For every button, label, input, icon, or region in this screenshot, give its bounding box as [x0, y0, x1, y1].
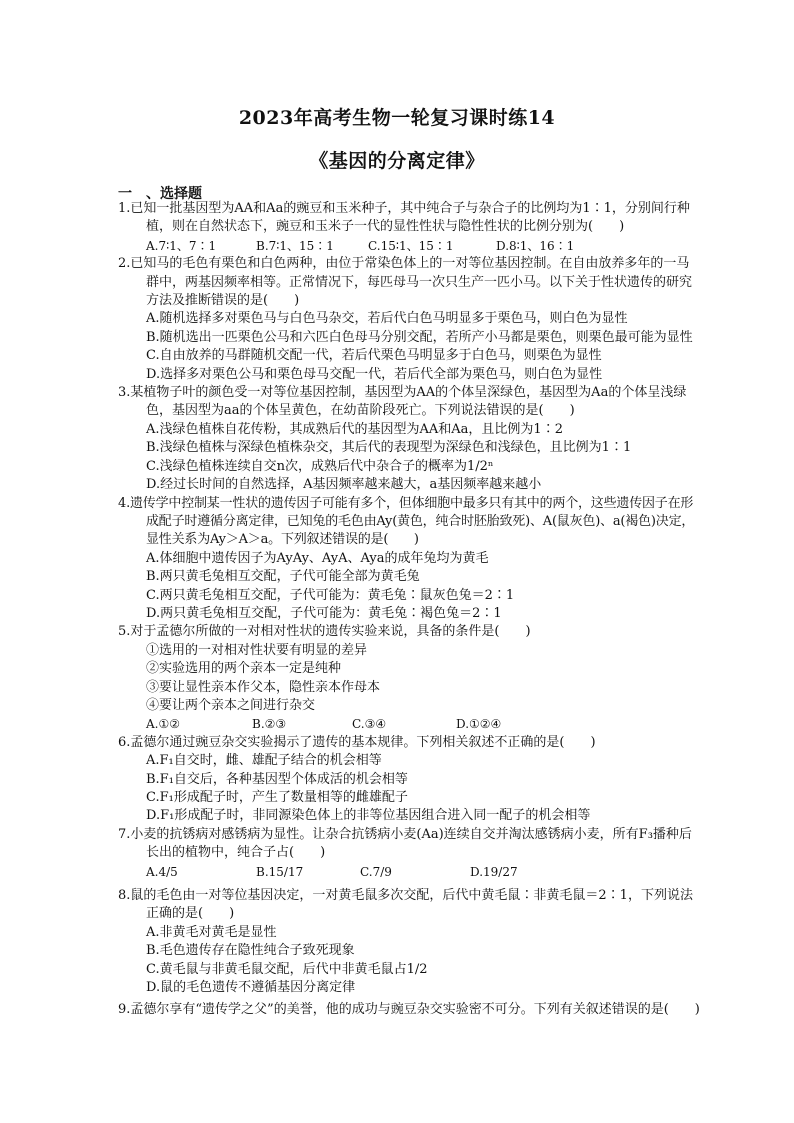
option-a: A.体细胞中遗传因子为AyAy、AyA、Aya的成年兔均为黄毛 — [146, 550, 489, 566]
option-c: C.F₁形成配子时，产生了数量相等的雌雄配子 — [146, 790, 408, 805]
question-3 — [118, 384, 700, 494]
question-1 — [118, 200, 700, 255]
condition-item-2: ②实验选用的两个亲本一定是纯种 — [146, 661, 342, 677]
doc-title: 2023年高考生物一轮复习课时练14 — [238, 107, 556, 129]
option-b: B.浅绿色植株与深绿色植株杂交，其后代的表现型为深绿色和浅绿色，且比例为1∶1 — [146, 440, 632, 456]
option-c: C.浅绿色植株连续自交n次，成熟后代中杂合子的概率为1/2ⁿ — [146, 458, 494, 474]
question-stem: 6.孟德尔通过豌豆杂交实验揭示了遗传的基本规律。下列相关叙述不正确的是( ) — [118, 734, 596, 750]
option-d: D.经过长时间的自然选择，A基因频率越来越大，a基因频率越来越小 — [146, 477, 542, 493]
question-stem: 2.已知马的毛色有栗色和白色两种，由位于常染色体上的一对等位基因控制。在自由放养多年的一马群中，两基因频率相等。正常情况下，每匹母马一次只生产一匹小马。以下关于性状遗传的研究方法及推断错误的是( ) — [118, 256, 693, 309]
option-d: D.19/27 — [470, 864, 518, 879]
section-heading: 一 、选择题 — [118, 186, 202, 202]
option-c: C.7/9 — [360, 864, 392, 879]
question-stem: 9.孟德尔享有“遗传学之父”的美誉，他的成功与豌豆杂交实验密不可分。下列有关叙述错误的是( ) — [118, 1002, 700, 1018]
condition-item-4: ④要让两个亲本之间进行杂交 — [146, 697, 316, 713]
option-b: B.15/17 — [256, 864, 304, 879]
question-2 — [118, 255, 700, 384]
option-c: C.15∶1、15∶1 — [368, 238, 454, 253]
option-b: B.两只黄毛兔相互交配，子代可能全部为黄毛兔 — [146, 569, 420, 585]
option-b: B.7∶1、15∶1 — [256, 238, 334, 253]
question-6 — [118, 734, 700, 826]
option-b: B.F₁自交后，各种基因型个体成活的机会相等 — [146, 771, 408, 787]
question-8 — [118, 887, 700, 997]
question-stem: 4.遗传学中控制某一性状的遗传因子可能有多个，但体细胞中最多只有其中的两个，这些遗传因子在形成配子时遵循分离定律，已知兔的毛色由Ay(黄色，纯合时胚胎致死)、A(鼠灰色)、a(褐色)决定，显性关系为Ay＞A＞a。下列叙述错误的是( ) — [118, 495, 695, 548]
option-d: D.①②④ — [456, 717, 502, 732]
option-d: D.两只黄毛兔相互交配，子代可能为：黄毛兔∶褐色兔＝2∶1 — [146, 605, 502, 621]
option-c: C.自由放养的马群随机交配一代，若后代栗色马明显多于白色马，则栗色为显性 — [146, 348, 602, 364]
option-b: B.②③ — [252, 717, 287, 732]
option-a: A.①② — [146, 717, 180, 732]
option-d: D.8∶1、16∶1 — [496, 238, 575, 253]
option-c: C.两只黄毛兔相互交配，子代可能为：黄毛兔∶鼠灰色兔＝2∶1 — [146, 587, 515, 603]
option-a: A.非黄毛对黄毛是显性 — [146, 924, 277, 940]
question-7 — [118, 826, 700, 881]
option-b: B.随机选出一匹栗色公马和六匹白色母马分别交配，若所产小马都是栗色，则栗色最可能为显性 — [146, 329, 693, 345]
option-c: C.③④ — [352, 717, 387, 732]
question-5 — [118, 623, 700, 733]
question-stem: 8.鼠的毛色由一对等位基因决定，一对黄毛鼠多次交配，后代中黄毛鼠∶非黄毛鼠＝2∶1，下列说法正确的是( ) — [118, 888, 693, 922]
option-a: A.7∶1、7∶1 — [146, 238, 217, 253]
option-a: A.4/5 — [146, 864, 178, 879]
option-d: D.选择多对栗色公马和栗色母马交配一代，若后代全部为栗色马，则白色为显性 — [146, 366, 603, 382]
option-c: C.黄毛鼠与非黄毛鼠交配，后代中非黄毛鼠占1/2 — [146, 961, 428, 977]
question-stem: 7.小麦的抗锈病对感锈病为显性。让杂合抗锈病小麦(Aa)连续自交并淘汰感锈病小麦，所有F₃播种后长出的植物中，纯合子占( ) — [118, 826, 692, 861]
option-d: D.鼠的毛色遗传不遵循基因分离定律 — [146, 980, 356, 996]
option-a: A.F₁自交时，雌、雄配子结合的机会相等 — [146, 753, 382, 769]
option-a: A.浅绿色植株自花传粉，其成熟后代的基因型为AA和Aa，且比例为1∶2 — [146, 421, 563, 437]
question-stem: 3.某植物子叶的颜色受一对等位基因控制，基因型为AA的个体呈深绿色，基因型为Aa的个体呈浅绿色，基因型为aa的个体呈黄色，在幼苗阶段死亡。下列说法错误的是( ) — [118, 385, 687, 419]
option-row — [118, 863, 700, 881]
question-stem: 5.对于孟德尔所做的一对相对性状的遗传实验来说，具备的条件是( ) — [118, 624, 531, 640]
option-b: B.毛色遗传存在隐性纯合子致死现象 — [146, 943, 355, 959]
question-9 — [118, 1001, 700, 1019]
option-row — [118, 237, 700, 255]
option-d: D.F₁形成配子时，非同源染色体上的非等位基因组合进入同一配子的机会相等 — [146, 808, 591, 824]
condition-item-1: ①选用的一对相对性状要有明显的差异 — [146, 642, 368, 658]
condition-item-3: ③要让显性亲本作父本，隐性亲本作母本 — [146, 679, 381, 695]
question-4 — [118, 495, 700, 624]
option-row — [118, 715, 700, 733]
option-a: A.随机选择多对栗色马与白色马杂交，若后代白色马明显多于栗色马，则白色为显性 — [146, 311, 628, 327]
question-list — [118, 200, 700, 1020]
question-stem: 1.已知一批基因型为AA和Aa的豌豆和玉米种子，其中纯合子与杂合子的比例均为1∶1，分别间行种植，则在自然状态下，豌豆和玉米子一代的显性性状与隐性性状的比例分别为( ) — [118, 201, 690, 235]
doc-subtitle: 《基因的分离定律》 — [309, 150, 485, 172]
